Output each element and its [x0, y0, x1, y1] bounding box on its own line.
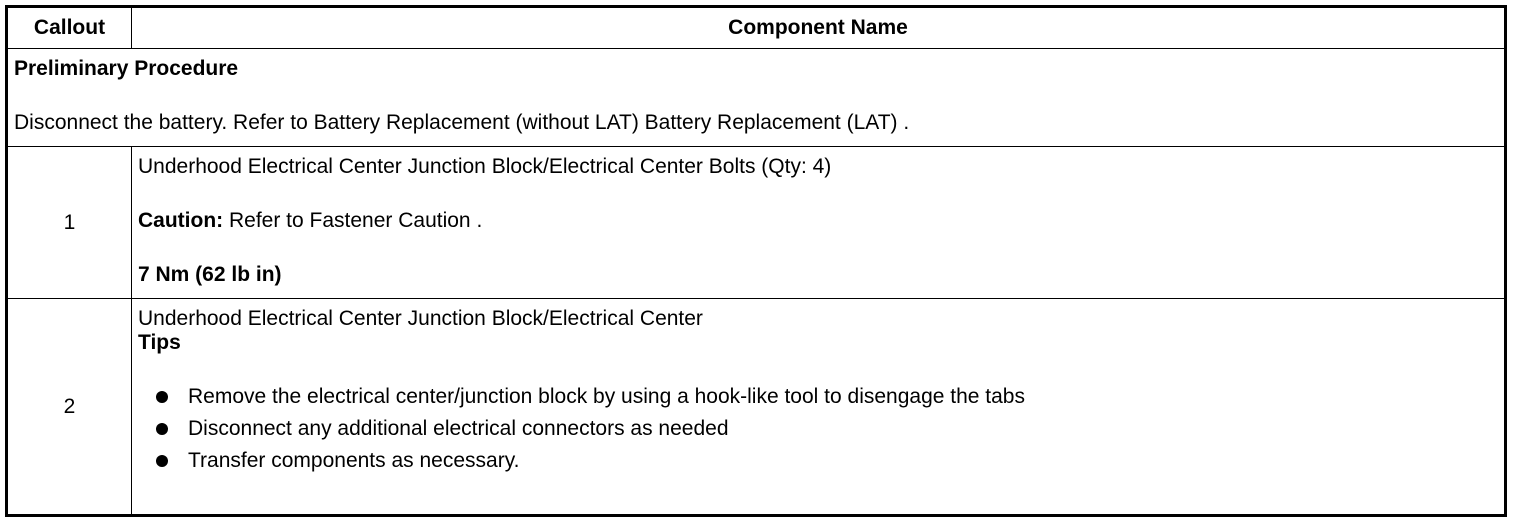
tip-text: Transfer components as necessary. [188, 449, 520, 472]
tips-list [138, 385, 1496, 473]
component-name: Underhood Electrical Center Junction Block/Electrical Center [138, 307, 703, 330]
component-cell [132, 147, 1505, 299]
component-name: Underhood Electrical Center Junction Block/Electrical Center Bolts (Qty: 4) [138, 155, 832, 178]
callout-number: 2 [8, 299, 132, 515]
header-row [8, 8, 1505, 49]
caution-label: Caution: [138, 209, 224, 232]
preliminary-title: Preliminary Procedure [14, 57, 239, 80]
header-callout: Callout [8, 8, 132, 49]
component-cell [132, 299, 1505, 515]
bullet-icon [156, 455, 168, 467]
header-component-name: Component Name [132, 8, 1505, 49]
preliminary-text: Disconnect the battery. Refer to Battery Replacement (without LAT) Battery Replacement (LAT) . [14, 111, 910, 134]
caution-line [138, 209, 1496, 233]
list-item [154, 449, 1496, 473]
tips-title: Tips [138, 331, 181, 354]
preliminary-cell [8, 49, 1505, 147]
bullet-icon [156, 391, 168, 403]
procedure-table-frame [5, 5, 1507, 517]
callout-number: 1 [8, 147, 132, 299]
torque-spec: 7 Nm (62 lb in) [138, 263, 282, 286]
procedure-table [7, 7, 1505, 515]
preliminary-row [8, 49, 1505, 147]
list-item [154, 417, 1496, 441]
tip-text: Disconnect any additional electrical connectors as needed [188, 417, 729, 440]
table-row [8, 147, 1505, 299]
list-item [154, 385, 1496, 409]
bullet-icon [156, 423, 168, 435]
caution-text: Refer to Fastener Caution . [223, 209, 483, 232]
tip-text: Remove the electrical center/junction block by using a hook-like tool to disengage the tabs [188, 385, 1025, 408]
table-row [8, 299, 1505, 515]
